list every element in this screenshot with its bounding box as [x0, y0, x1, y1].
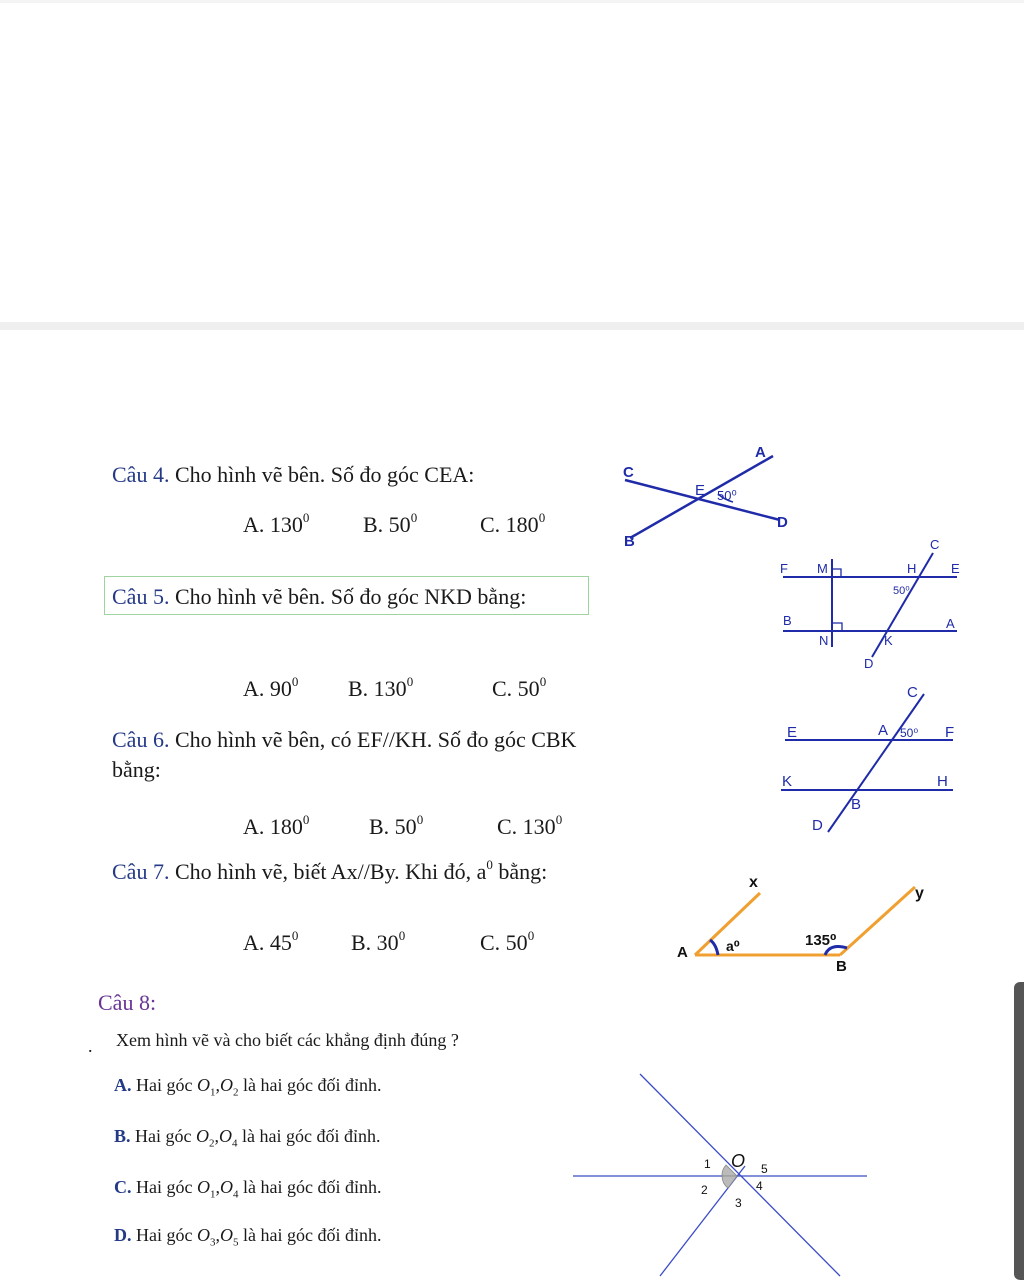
q4-label-b: B [624, 533, 635, 550]
q7-text: Cho hình vẽ, biết Ax//By. Khi đó, a [169, 859, 487, 884]
q8-label-1: 1 [704, 1157, 711, 1171]
q8-option-c[interactable]: C. Hai góc $O_1,O_4$ là hai góc đối đỉnh. [114, 1177, 382, 1201]
q4-label-e: E [695, 482, 706, 499]
q7-ray-by [840, 887, 915, 955]
q7-label-x: x [749, 874, 758, 891]
q8-prompt: Xem hình vẽ và cho biết các khẳng định đúng ? [116, 1030, 459, 1050]
q6-option-c[interactable]: C. $130^0$ [497, 811, 563, 839]
q8-option-d[interactable]: D. Hai góc $O_3,O_5$ là hai góc đối đỉnh. [114, 1225, 382, 1249]
q6-label-f: F [945, 724, 955, 741]
q4-option-a[interactable]: A. $130^0$ [243, 509, 310, 537]
q5-label-f: F [780, 561, 788, 576]
q5-label-k: K [884, 633, 893, 648]
q5-label-b: B [783, 613, 792, 628]
q7-text-sup: 0 [486, 856, 493, 872]
q7-label-a: A [677, 944, 688, 961]
q6-figure [775, 680, 965, 840]
q5-option-b[interactable]: B. $130^0$ [348, 673, 414, 701]
q4-question [112, 462, 474, 487]
q4-label-d: D [777, 514, 788, 531]
q8-label-3: 3 [735, 1196, 742, 1210]
q8-line-diag-1 [640, 1074, 840, 1276]
q6-label-k: K [782, 773, 793, 790]
q5-option-c[interactable]: C. $50^0$ [492, 673, 547, 701]
q6-option-b[interactable]: B. $50^0$ [369, 811, 424, 839]
q7-option-b[interactable]: B. $30^0$ [351, 927, 406, 955]
q6-label-d: D [812, 817, 823, 834]
section-separator [0, 322, 1024, 330]
q8-title: Câu 8: [98, 990, 157, 1015]
q5-label-d: D [864, 656, 874, 671]
q6-label-a: A [878, 722, 889, 739]
q7-prefix: Câu 7. [112, 859, 170, 884]
q5-right-angle-n [832, 623, 842, 631]
q5-right-angle-m [832, 569, 841, 577]
q4-option-c[interactable]: C. $180^0$ [480, 509, 546, 537]
q4-label-a: A [755, 444, 766, 461]
q8-label-4: 4 [756, 1179, 763, 1193]
q5-label-a: A [946, 616, 955, 631]
q7-option-a[interactable]: A. $45^0$ [243, 927, 299, 955]
q7-question [112, 856, 548, 884]
q6-option-a[interactable]: A. $180^0$ [243, 811, 310, 839]
q5-label-n: N [819, 633, 829, 648]
q5-text: Cho hình vẽ bên. Số đo góc NKD bằng: [169, 584, 527, 609]
q8-option-a[interactable]: A. Hai góc $O_1,O_2$ là hai góc đối đỉnh. [114, 1075, 382, 1099]
q5-label-h: H [907, 561, 917, 576]
q6-prefix: Câu 6. [112, 727, 170, 752]
q8-figure [570, 1070, 870, 1280]
q4-text: Cho hình vẽ bên. Số đo góc CEA: [169, 462, 475, 487]
q7-label-y: y [915, 885, 924, 902]
q8-label-o: O [731, 1151, 746, 1171]
q6-label-50: 50⁰ [900, 726, 919, 740]
q6-question-line2: bằng: [112, 757, 161, 782]
q7-label-b: B [836, 958, 847, 975]
q6-label-c: C [907, 684, 918, 701]
q5-label-c: C [930, 537, 940, 552]
q4-prefix: Câu 4. [112, 462, 170, 487]
top-status-strip [0, 0, 1024, 3]
q8-bullet: . [88, 1036, 93, 1056]
q6-label-e: E [787, 724, 798, 741]
q5-label-e: E [951, 561, 960, 576]
q4-figure [615, 440, 805, 550]
q8-angle-shade-2 [722, 1176, 737, 1188]
q6-label-b: B [851, 796, 862, 813]
q7-label-a0: a⁰ [726, 938, 740, 954]
q5-option-a[interactable]: A. $90^0$ [243, 673, 299, 701]
q4-option-b[interactable]: B. $50^0$ [363, 509, 418, 537]
q6-line-cd [828, 694, 924, 832]
q7-figure [670, 865, 940, 980]
scrollbar-thumb[interactable] [1014, 982, 1024, 1280]
q5-label-m: M [817, 561, 828, 576]
q8-option-b[interactable]: B. Hai góc $O_2,O_4$ là hai góc đối đỉnh. [114, 1126, 381, 1150]
q5-question [112, 584, 526, 609]
q7-text-end: bằng: [492, 859, 548, 884]
q6-text: Cho hình vẽ bên, có EF//KH. Số đo góc CBK [169, 727, 577, 752]
q5-figure [775, 535, 965, 675]
q7-angle-a-arc [710, 940, 718, 955]
q6-question-line1 [112, 727, 576, 752]
q6-label-h: H [937, 773, 948, 790]
q8-label-2: 2 [701, 1183, 708, 1197]
q7-label-135: 135⁰ [805, 932, 837, 949]
q4-label-50: 50⁰ [717, 488, 737, 503]
q8-label-5: 5 [761, 1162, 768, 1176]
q5-prefix: Câu 5. [112, 584, 170, 609]
q5-label-50: 50⁰ [893, 585, 910, 597]
q5-line-cd [872, 553, 933, 657]
q4-label-c: C [623, 464, 634, 481]
q7-option-c[interactable]: C. $50^0$ [480, 927, 535, 955]
